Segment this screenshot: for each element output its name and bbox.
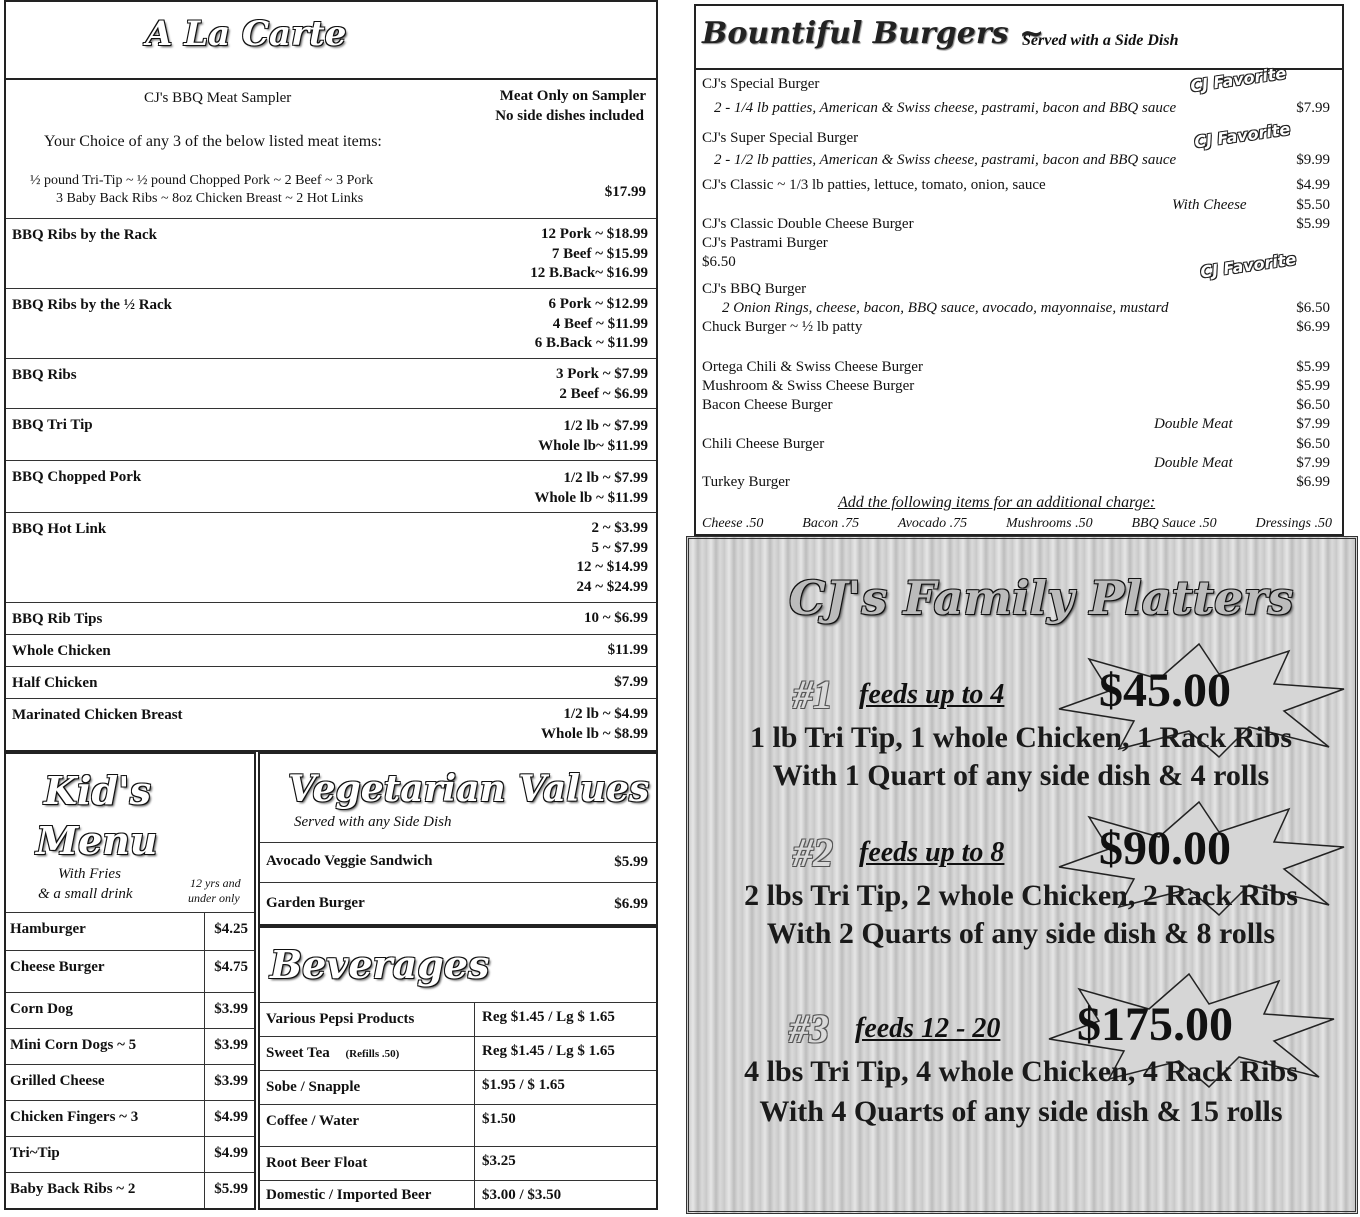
burger-price: $5.99	[1296, 378, 1330, 394]
burger-name: Bacon Cheese Burger	[702, 397, 833, 413]
price-line: 7 Beef ~ $15.99	[551, 245, 648, 262]
item-prices	[541, 705, 648, 744]
bev-price: $1.50	[482, 1111, 516, 1127]
kids-price-divider	[204, 912, 205, 1208]
burger-price: $4.99	[1296, 177, 1330, 193]
addon-item: Cheese .50	[702, 516, 764, 531]
burger-price: $6.99	[1296, 319, 1330, 335]
sampler-line-2: 3 Baby Back Ribs ~ 8oz Chicken Breast ~ 2 Hot Links	[56, 191, 364, 206]
menu-row	[6, 218, 656, 289]
bev-row	[260, 1036, 656, 1071]
with-cheese-label: With Cheese	[1172, 197, 1247, 213]
kids-item	[6, 992, 254, 1029]
addons-title: Add the following items for an additional charge:	[838, 494, 1156, 511]
bev-name	[266, 1045, 399, 1062]
burger-price: $7.99	[1296, 100, 1330, 116]
sampler-choice: Your Choice of any 3 of the below listed meat items:	[44, 133, 382, 150]
a-la-carte-section	[4, 0, 658, 752]
price-line: 24 ~ $24.99	[576, 578, 648, 595]
burger-price: $5.99	[1296, 359, 1330, 375]
addon-item: BBQ Sauce .50	[1131, 516, 1217, 531]
burger-price: $5.99	[1296, 216, 1330, 232]
platter-price: $90.00	[1099, 822, 1231, 875]
kids-sub-1: With Fries	[58, 866, 121, 882]
family-platters-section	[686, 536, 1358, 1214]
menu-row	[6, 288, 656, 359]
burger-name: Ortega Chili & Swiss Cheese Burger	[702, 359, 923, 375]
item-name: Marinated Chicken Breast	[12, 707, 183, 723]
price-line: 12 Pork ~ $18.99	[541, 226, 648, 242]
platter-line-2: With 2 Quarts of any side dish & 8 rolls	[766, 917, 1276, 950]
item-name: BBQ Hot Link	[12, 521, 107, 537]
bev-name: Coffee / Water	[266, 1113, 360, 1129]
platter-line-1: 2 lbs Tri Tip, 2 whole Chicken, 2 Rack Ribs	[744, 879, 1298, 912]
menu-row	[6, 602, 656, 635]
kids-age-2: under only	[188, 891, 240, 905]
kids-age-1: 12 yrs and	[190, 876, 241, 890]
burger-name: CJ's Pastrami Burger	[702, 235, 828, 251]
vegetarian-section	[258, 752, 658, 926]
kids-item-price: $4.99	[214, 1109, 248, 1125]
burgers-section	[694, 4, 1344, 536]
sampler-block	[6, 78, 656, 218]
platter-line-1: 1 lb Tri Tip, 1 whole Chicken, 1 Rack Ribs	[749, 721, 1293, 754]
burgers-sub: Served with a Side Dish	[1022, 32, 1179, 49]
double-meat-label: Double Meat	[1154, 455, 1233, 471]
platter-number: #2	[793, 830, 833, 875]
burger-price: $7.99	[1296, 455, 1330, 471]
sampler-price: $17.99	[604, 184, 646, 200]
burger-name: Chili Cheese Burger	[702, 436, 825, 452]
kids-item	[6, 1100, 254, 1137]
menu-row	[6, 358, 656, 409]
burger-price: $6.50	[702, 254, 736, 270]
item-name: Half Chicken	[12, 675, 98, 691]
price-line: Whole lb ~ $8.99	[541, 725, 648, 742]
kids-item-name: Cheese Burger	[10, 959, 105, 975]
price-line: 2 Beef ~ $6.99	[559, 385, 648, 402]
kids-item	[6, 912, 254, 949]
price-line: 3 Pork ~ $7.99	[556, 366, 648, 382]
kids-item	[6, 1028, 254, 1065]
favorite-badge: CJ Favorite	[1189, 63, 1288, 96]
item-name: BBQ Ribs by the Rack	[12, 227, 158, 243]
sampler-note-2: No side dishes included	[495, 108, 644, 124]
platters-title: CJ's Family Platters	[789, 571, 1294, 625]
price-line: 12 B.Back~ $16.99	[530, 265, 648, 281]
platter-line-2: With 4 Quarts of any side dish & 15 rolls	[759, 1095, 1283, 1128]
item-prices	[556, 365, 648, 404]
price-line: $11.99	[607, 642, 648, 658]
platter-price: $175.00	[1077, 998, 1233, 1051]
bev-name: Domestic / Imported Beer	[266, 1187, 432, 1203]
price-line: 6 Pork ~ $12.99	[548, 296, 648, 312]
price-line: 6 B.Back ~ $11.99	[534, 335, 648, 351]
burger-price: $6.50	[1296, 300, 1330, 316]
menu-row	[6, 634, 656, 667]
kids-item-name: Hamburger	[10, 921, 86, 937]
sampler-line-1: ½ pound Tri-Tip ~ ½ pound Chopped Pork ~ 2 Beef ~ 3 Pork	[30, 173, 374, 188]
kids-item-price: $4.99	[214, 1145, 248, 1161]
item-name: BBQ Ribs	[12, 367, 77, 383]
price-line: 1/2 lb ~ $7.99	[563, 418, 648, 434]
burger-list	[702, 63, 1340, 536]
item-prices	[530, 225, 648, 284]
beverages-title: Beverages	[270, 942, 490, 987]
price-line: 5 ~ $7.99	[591, 539, 648, 556]
burger-price: $7.99	[1296, 416, 1330, 432]
burger-desc: 2 - 1/4 lb patties, American & Swiss cheese, pastrami, bacon and BBQ sauce	[714, 100, 1177, 116]
veg-item-price: $5.99	[614, 854, 648, 870]
burgers-title: Bountiful Burgers ~	[702, 16, 1045, 51]
platter-feeds: feeds 12 - 20	[855, 1013, 1001, 1044]
burger-desc: 2 - 1/2 lb patties, American & Swiss cheese, pastrami, bacon and BBQ sauce	[714, 152, 1177, 168]
addon-item: Bacon .75	[802, 516, 860, 531]
sampler-name: CJ's BBQ Meat Sampler	[144, 90, 292, 106]
kids-item-price: $3.99	[214, 1037, 248, 1053]
kids-item-price: $4.25	[214, 921, 248, 937]
addons-list	[702, 516, 1332, 532]
double-meat-label: Double Meat	[1154, 416, 1233, 432]
bev-row	[260, 1180, 656, 1209]
platter-number: #3	[789, 1006, 829, 1051]
burger-desc: 2 Onion Rings, cheese, bacon, BBQ sauce, avocado, mayonnaise, mustard	[722, 300, 1169, 316]
item-prices	[608, 641, 648, 661]
kids-menu-section	[4, 752, 256, 1210]
a-la-carte-title: A La Carte	[146, 14, 347, 54]
sampler-note-1: Meat Only on Sampler	[499, 88, 646, 104]
veg-row	[260, 842, 656, 883]
kids-item-price: $5.99	[214, 1181, 248, 1197]
kids-item-name: Corn Dog	[10, 1001, 73, 1017]
burger-price: $6.50	[1296, 397, 1330, 413]
price-line: 10 ~ $6.99	[583, 610, 648, 626]
kids-item-name: Grilled Cheese	[10, 1073, 105, 1089]
bev-price: $3.00 / $3.50	[482, 1187, 562, 1203]
platter-feeds: feeds up to 4	[859, 679, 1005, 710]
kids-item-price: $4.75	[214, 959, 248, 975]
kids-item	[6, 1064, 254, 1101]
burger-price: $6.50	[1296, 436, 1330, 452]
bev-row	[260, 1070, 656, 1105]
vegetarian-title: Vegetarian Values	[288, 768, 650, 810]
veg-row	[260, 882, 656, 927]
platter-line-2: With 1 Quart of any side dish & 4 rolls	[772, 759, 1270, 792]
menu-row	[6, 460, 656, 513]
vegetarian-sub: Served with any Side Dish	[294, 814, 452, 830]
menu-row	[6, 512, 656, 603]
item-prices	[538, 417, 648, 456]
item-prices	[614, 673, 648, 693]
price-line: 1/2 lb ~ $4.99	[563, 706, 648, 722]
bev-price: $3.25	[482, 1153, 516, 1169]
price-line: 12 ~ $14.99	[576, 559, 648, 575]
bev-row	[260, 1146, 656, 1181]
item-prices	[534, 469, 648, 508]
burger-price: $5.50	[1296, 197, 1330, 213]
kids-item-name: Tri~Tip	[10, 1145, 60, 1161]
platter-price: $45.00	[1099, 664, 1231, 717]
burger-name: CJ's Special Burger	[702, 76, 820, 92]
burger-name: CJ's Super Special Burger	[702, 130, 859, 146]
bev-price: Reg $1.45 / Lg $ 1.65	[482, 1009, 615, 1025]
a-la-carte-header	[6, 2, 656, 80]
kids-sub-2: & a small drink	[38, 886, 133, 902]
price-line: 1/2 lb ~ $7.99	[563, 470, 648, 486]
item-name: BBQ Tri Tip	[12, 417, 93, 433]
addon-item: Mushrooms .50	[1006, 516, 1093, 531]
item-name: Whole Chicken	[12, 643, 111, 659]
kids-item-price: $3.99	[214, 1001, 248, 1017]
price-line: 2 ~ $3.99	[591, 520, 648, 536]
bev-price: $1.95 / $ 1.65	[482, 1077, 565, 1093]
bev-note: (Refills .50)	[345, 1048, 400, 1060]
menu-row	[6, 698, 656, 751]
kids-item-name: Baby Back Ribs ~ 2	[10, 1181, 136, 1197]
bev-price: Reg $1.45 / Lg $ 1.65	[482, 1043, 615, 1059]
bev-name: Root Beer Float	[266, 1155, 368, 1171]
burger-name: Turkey Burger	[702, 474, 790, 490]
veg-item-price: $6.99	[614, 896, 648, 912]
burger-price: $9.99	[1296, 152, 1330, 168]
kids-item-name: Chicken Fingers ~ 3	[10, 1109, 139, 1125]
bev-name-text: Sweet Tea	[266, 1045, 330, 1061]
item-prices	[584, 609, 648, 629]
platter-number: #1	[793, 672, 833, 717]
menu-row	[6, 666, 656, 699]
bev-name: Various Pepsi Products	[266, 1011, 415, 1027]
burger-name: Mushroom & Swiss Cheese Burger	[702, 378, 915, 394]
price-line: Whole lb ~ $11.99	[534, 489, 648, 506]
platter-feeds: feeds up to 8	[859, 837, 1005, 868]
price-line: 4 Beef ~ $11.99	[552, 315, 648, 332]
burgers-header	[696, 6, 1342, 70]
veg-item-name: Garden Burger	[266, 895, 365, 911]
bev-row	[260, 1002, 656, 1037]
kids-item	[6, 1136, 254, 1173]
burger-name: CJ's BBQ Burger	[702, 281, 807, 297]
veg-item-name: Avocado Veggie Sandwich	[266, 853, 433, 869]
kids-item	[6, 1172, 254, 1209]
item-prices	[576, 519, 648, 597]
burger-name: CJ's Classic ~ 1/3 lb patties, lettuce, tomato, onion, sauce	[702, 177, 1046, 193]
menu-row	[6, 408, 656, 461]
item-name: BBQ Ribs by the ½ Rack	[12, 297, 173, 313]
kids-item	[6, 950, 254, 987]
item-prices	[535, 295, 648, 354]
beverages-section	[258, 926, 658, 1210]
kids-item-name: Mini Corn Dogs ~ 5	[10, 1037, 137, 1053]
kids-title-1: Kid's	[44, 768, 152, 813]
addon-item: Dressings .50	[1255, 516, 1332, 531]
addon-item: Avocado .75	[897, 516, 968, 531]
kids-title-2: Menu	[36, 818, 158, 863]
platter-line-1: 4 lbs Tri Tip, 4 whole Chicken, 4 Rack Ribs	[744, 1055, 1298, 1088]
bev-name: Sobe / Snapple	[266, 1079, 361, 1095]
item-name: BBQ Chopped Pork	[12, 469, 142, 485]
burger-price: $6.99	[1296, 474, 1330, 490]
item-name: BBQ Rib Tips	[12, 611, 103, 627]
favorite-badge: CJ Favorite	[1193, 119, 1292, 152]
kids-item-price: $3.99	[214, 1073, 248, 1089]
price-line: $7.99	[614, 674, 648, 690]
burger-name: CJ's Classic Double Cheese Burger	[702, 216, 914, 232]
favorite-badge: CJ Favorite	[1199, 249, 1298, 282]
bev-row	[260, 1104, 656, 1147]
price-line: Whole lb~ $11.99	[538, 437, 648, 454]
burger-name: Chuck Burger ~ ½ lb patty	[702, 319, 863, 335]
